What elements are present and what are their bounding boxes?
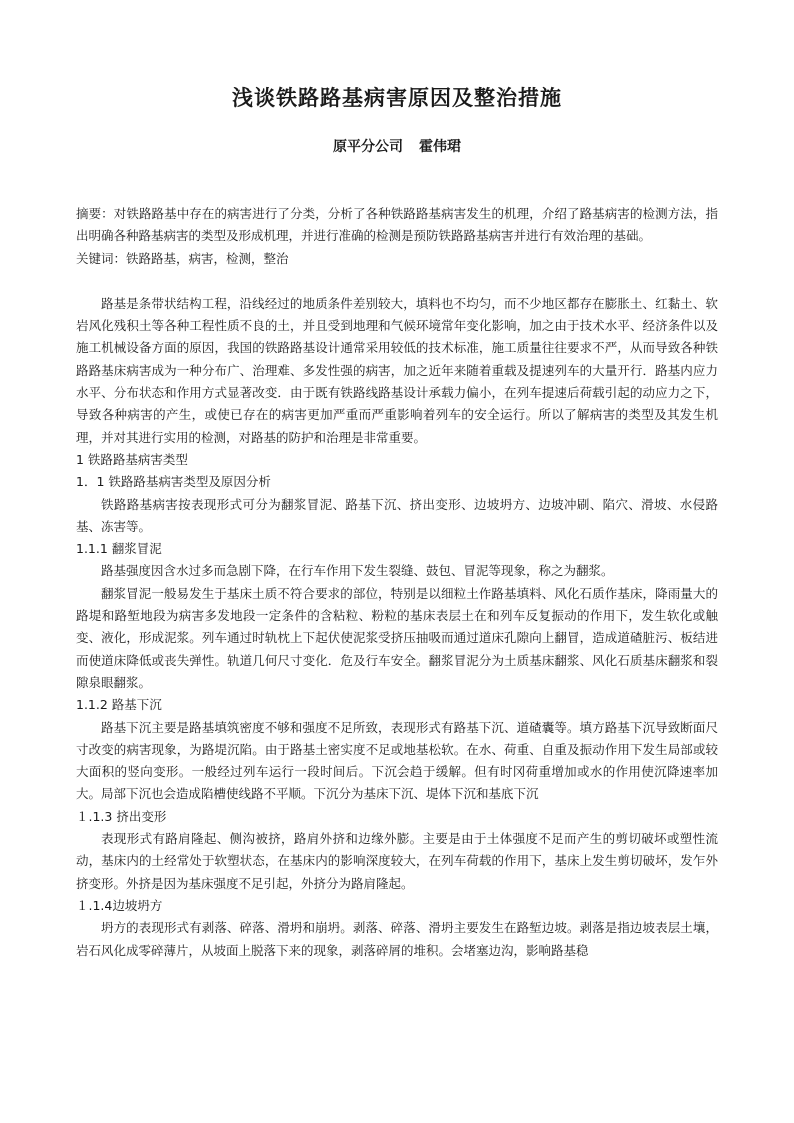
section-heading-1-1-1: 1.1.1 翻浆冒泥 (76, 541, 162, 557)
types-paragraph: 铁路路基病害按表现形式可分为翻浆冒泥、路基下沉、挤出变形、边坡坍方、边坡冲刷、陷穴、滑坡、水侵路基、冻害等。 (76, 496, 718, 534)
subsidence-paragraph: 路基下沉主要是路基填筑密度不够和强度不足所致，表现形式有路基下沉、道碴囊等。填方路基下沉导致断面尺寸改变的病害现象，为路堤沉陷。由于路基土密实度不足或地基松软。在水、荷重、自重及振动作用下发生局部或较大面积的竖向变形。一般经过列车运行一段时间后。下沉会趋于缓解。但有时冈荷重增加或水的作用使沉降速率加大。局部下沉也会造成陷槽使线路不平顺。下沉分为基床下沉、堤体下沉和基底下沉 (76, 719, 718, 802)
author-organization: 原平分公司 (333, 139, 403, 155)
keywords-line: 关键词：铁路路基，病害，检测，整治 (76, 250, 289, 266)
extrusion-paragraph: 表现形式有路肩隆起、侧沟被挤，路肩外挤和边缘外膨。主要是由于土体强度不足而产生的剪切破坏或塑性流动，基床内的土经常处于软塑状态，在基床内的影响深度较大，在列车荷载的作用下，基床上发生剪切破坏，发乍外挤变形。外挤是因为基床强度不足引起，外挤分为路肩隆起。 (76, 831, 718, 891)
section-heading-1: 1 铁路路基病害类型 (76, 451, 188, 467)
mud-pumping-paragraph-1: 路基强度因含水过多而急剧下降，在行车作用下发生裂缝、鼓包、冒泥等现象，称之为翻浆。 (101, 563, 614, 579)
author-name: 霍伟珺 (419, 139, 461, 155)
page-title: 浅谈铁路路基病害原因及整治措施 (232, 85, 562, 110)
section-heading-1-1-4: １.1.4边坡坍方 (76, 897, 163, 913)
slope-collapse-paragraph: 坍方的表现形式有剥落、碎落、滑坍和崩坍。剥落、碎落、滑坍主要发生在路堑边坡。剥落是指边坡表层土壤，岩石风化成零碎薄片，从坡面上脱落下来的现象，剥落碎屑的堆积。会堵塞边沟，影响路基稳 (76, 920, 718, 958)
section-heading-1-1: 1．1 铁路路基病害类型及原因分析 (76, 474, 271, 490)
intro-paragraph: 路基是条带状结构工程，沿线经过的地质条件差别较大，填料也不均匀，而不少地区都存在膨胀土、红黏土、软岩风化残积土等各种工程性质不良的土，并且受到地理和气候环境常年变化影响，加之由于技术水平、经济条件以及施工机械设备方面的原因，我国的铁路路基设计通常采用较低的技术标准，施工质量往往要求不严，从而导致各种铁路路基床病害成为一种分布广、治理难、多发性强的病害，加之近年来随着重载及提速列车的大量开行．路基内应力水平、分布状态和作用方式显著改变．由于既有铁路线路基设计承载力偏小，在列车提速后荷载引起的动应力之下，导致各种病害的产生，或使已存在的病害更加严重而严重影响着列车的安全运行。所以了解病害的类型及其发生机理，并对其进行实用的检测，对路基的防护和治理是非常重要。 (76, 295, 718, 445)
paragraph-spacer (76, 270, 718, 293)
document-body (76, 203, 718, 962)
section-heading-1-1-2: 1.1.2 路基下沉 (76, 697, 162, 713)
author-line (76, 137, 718, 157)
section-heading-1-1-3: １.1.3 挤出变形 (76, 808, 167, 824)
mud-pumping-paragraph-2: 翻浆冒泥一般易发生于基床土质不符合要求的部位，特别是以细粒土作路基填料、风化石质作基床，降雨量大的路堤和路堑地段为病害多发地段一定条件的含粘粒、粉粒的基床表层土在和列车反复振动的作用下，发生软化或触变、液化，形成泥浆。列车通过时轨枕上下起伏使泥浆受挤压抽吸而通过道床孔隙向上翻冒，造成道碴脏污、板结进而使道床降低或丧失弹性。轨道几何尺寸变化．危及行车安全。翻浆冒泥分为土质基床翻浆、风化石质基床翻浆和裂隙泉眼翻浆。 (76, 585, 718, 690)
abstract-paragraph: 摘要：对铁路路基中存在的病害进行了分类，分析了各种铁路路基病害发生的机理，介绍了路基病害的检测方法，指出明确各种路基病害的类型及形成机理，并进行准确的检测是预防铁路路基病害并进行有效治理的基础。 (76, 206, 718, 244)
